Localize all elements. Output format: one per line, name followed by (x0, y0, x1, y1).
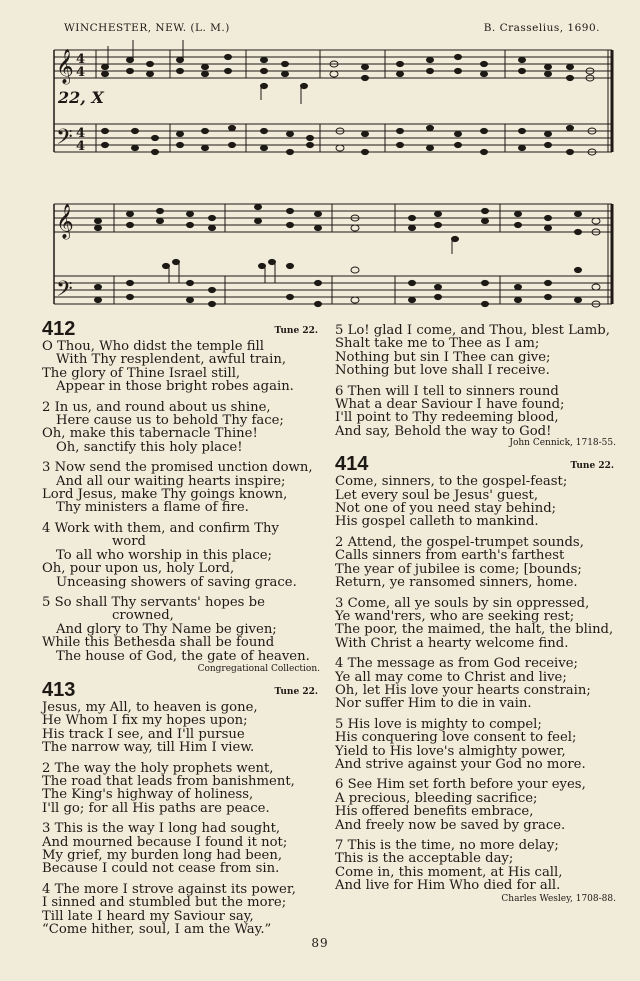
treble-clef-icon: 𝄞 (56, 49, 74, 84)
stanza (42, 522, 324, 589)
verse-line: Ye all may come to Christ and live; (335, 669, 567, 685)
verse-line: Oh, pour upon us, holy Lord, (42, 561, 235, 577)
left-column (42, 318, 324, 943)
verse-line: And strive against your God no more. (335, 756, 586, 772)
verse-line: 4 The more I strove against its power, (42, 881, 296, 897)
verse-line: The house of God, the gate of heaven. (56, 648, 310, 664)
stanza (335, 597, 620, 651)
verse-line: The road that leads from banishment, (42, 773, 295, 789)
stanza (42, 596, 324, 663)
svg-text:4: 4 (76, 139, 86, 154)
verse-line: His offered benefits embrace, (335, 804, 534, 820)
verse-line: Calls sinners from earth's farthest (335, 548, 565, 564)
stanza (42, 340, 324, 394)
verse-line: The narrow way, till Him I view. (42, 740, 255, 756)
music-score (0, 0, 640, 320)
verse-line: With Thy resplendent, awful train, (56, 352, 287, 368)
verse-line: 2 The way the holy prophets went, (42, 760, 274, 776)
verse-line: Here cause us to behold Thy face; (56, 413, 284, 429)
hymn-number: 414 (335, 453, 369, 476)
svg-text:4: 4 (76, 65, 86, 80)
verse-line: What a dear Saviour I have found; (335, 397, 565, 413)
verse-line: The King's highway of holiness, (42, 787, 254, 803)
verse-line: His gospel calleth to mankind. (335, 514, 539, 530)
verse-line: word (112, 534, 146, 550)
verse-line: The poor, the maimed, the halt, the blind, (335, 622, 614, 638)
svg-text:4: 4 (76, 126, 86, 141)
tune-title: WINCHESTER, NEW. (L. M.) (64, 22, 230, 34)
verse-line: “Come hither, soul, I am the Way.” (42, 922, 272, 938)
verse-line: Yield to His love's almighty power, (335, 743, 566, 759)
stanza (335, 536, 620, 590)
verse-line: And say, Behold the way to God! (335, 423, 552, 439)
staff-lines-bass-2 (54, 276, 612, 304)
hymn-header (335, 453, 620, 475)
verse-line: Jesus, my All, to heaven is gone, (42, 699, 258, 715)
verse-line: I sinned and stumbled but the more; (42, 895, 287, 911)
attribution: Congregational Collection. (197, 663, 320, 674)
verse-line: This is the acceptable day; (335, 851, 514, 867)
verse-line: Not one of you need stay behind; (335, 501, 557, 517)
verse-line: While this Bethesda shall be found (42, 635, 275, 651)
stanza (335, 324, 620, 378)
verse-line: 5 Lo! glad I come, and Thou, blest Lamb, (335, 323, 610, 338)
tune-number-label: 22, X (58, 88, 104, 107)
verse-line: 2 In us, and round about us shine, (42, 399, 271, 415)
verse-line: 4 Work with them, and confirm Thy (42, 520, 279, 536)
verse-line: Return, ye ransomed sinners, home. (335, 575, 578, 591)
verse-line: Ye wand'rers, who are seeking rest; (335, 608, 575, 624)
tune-reference: Tune 22. (274, 686, 318, 697)
svg-text:4: 4 (76, 52, 86, 67)
verse-line: crowned, (112, 608, 174, 624)
verse-line: With Christ a hearty welcome find. (335, 635, 569, 651)
verse-line: And all our waiting hearts inspire; (56, 473, 286, 489)
bass-clef-icon: 𝄢 (56, 277, 73, 307)
verse-line: And mourned because I found it not; (42, 834, 288, 850)
stanza (335, 839, 620, 893)
verse-line: Till late I heard my Saviour say, (42, 908, 254, 924)
stanza (42, 701, 324, 755)
composer-credit: B. Crasselius, 1690. (483, 22, 600, 34)
verse-line: My grief, my burden long had been, (42, 848, 283, 863)
verse-line: He Whom I fix my hopes upon; (42, 713, 248, 729)
verse-line: 7 This is the time, no more delay; (335, 838, 559, 853)
bass-clef-icon: 𝄢 (56, 125, 73, 155)
stanza (42, 822, 324, 876)
stanza (335, 475, 620, 529)
hymn-number: 412 (42, 318, 76, 340)
verse-line: To all who worship in this place; (56, 547, 272, 563)
stanza (42, 401, 324, 455)
right-column (335, 324, 620, 909)
verse-line: I'll go; for all His paths are peace. (42, 800, 270, 816)
staff-lines-treble-1 (54, 50, 612, 78)
attribution: John Cennick, 1718-55. (509, 438, 616, 449)
verse-line: 3 This is the way I long had sought, (42, 821, 281, 837)
barlines-2 (114, 204, 612, 304)
stanza (335, 385, 620, 439)
stanza (335, 778, 620, 832)
verse-line: His conquering love consent to feel; (335, 730, 577, 746)
stanza (42, 762, 324, 816)
tune-reference: Tune 22. (274, 325, 318, 336)
verse-line: And glory to Thy Name be given; (56, 621, 277, 637)
verse-line: Nothing but sin I Thee can give; (335, 349, 551, 365)
verse-line: I'll point to Thy redeeming blood, (335, 410, 559, 426)
verse-line: The year of jubilee is come; [bounds; (335, 561, 582, 577)
verse-line: 5 So shall Thy servants' hopes be (42, 594, 265, 610)
tune-reference: Tune 22. (570, 460, 614, 471)
verse-line: 2 Attend, the gospel-trumpet sounds, (335, 534, 584, 550)
verse-line: O Thou, Who didst the temple fill (42, 339, 264, 354)
verse-line: 4 The message as from God receive; (335, 656, 578, 672)
verse-line: Oh, let His love your hearts constrain; (335, 682, 591, 698)
verse-line: Let every soul be Jesus' guest, (335, 487, 539, 503)
verse-line: A precious, bleeding sacrifice; (335, 790, 538, 806)
verse-line: 5 His love is mighty to compel; (335, 716, 542, 732)
verse-line: Come in, this moment, at His call, (335, 864, 563, 880)
verse-line: And freely now be saved by grace. (335, 817, 566, 833)
stanza (42, 461, 324, 515)
staff-lines-treble-2 (54, 204, 612, 232)
treble-clef-icon: 𝄞 (56, 204, 74, 239)
verse-line: Because I could not cease from sin. (42, 861, 280, 877)
hymn-number: 413 (42, 678, 76, 701)
notes-2 (95, 204, 601, 307)
stanza (42, 883, 324, 937)
stanza (335, 657, 620, 711)
verse-line: Oh, make this tabernacle Thine! (42, 426, 258, 442)
verse-line: Come, sinners, to the gospel-feast; (335, 474, 568, 490)
hymn-header (42, 679, 324, 701)
page-number: 89 (311, 936, 329, 950)
verse-line: 3 Now send the promised unction down, (42, 460, 313, 476)
verse-line: Appear in those bright robes again. (56, 379, 294, 395)
verse-line: Lord Jesus, make Thy goings known, (42, 487, 288, 503)
verse-line: Nor suffer Him to die in vain. (335, 696, 532, 712)
verse-line: The glory of Thine Israel still, (42, 365, 241, 381)
verse-line: His track I see, and I'll pursue (42, 726, 245, 742)
verse-line: Unceasing showers of saving grace. (56, 574, 297, 590)
verse-line: 3 Come, all ye souls by sin oppressed, (335, 595, 590, 611)
verse-line: 6 See Him set forth before your eyes, (335, 777, 586, 793)
hymn-header (42, 318, 324, 340)
verse-line: Thy ministers a flame of fire. (56, 500, 249, 516)
stanza (335, 718, 620, 772)
verse-line: Shalt take me to Thee as I am; (335, 336, 540, 352)
verse-line: And live for Him Who died for all. (335, 878, 561, 894)
barlines-1 (96, 50, 612, 152)
attribution: Charles Wesley, 1708-88. (501, 893, 616, 904)
verse-line: Oh, sanctify this holy place! (56, 439, 243, 455)
verse-line: Nothing but love shall I receive. (335, 363, 550, 379)
verse-line: 6 Then will I tell to sinners round (335, 383, 559, 399)
